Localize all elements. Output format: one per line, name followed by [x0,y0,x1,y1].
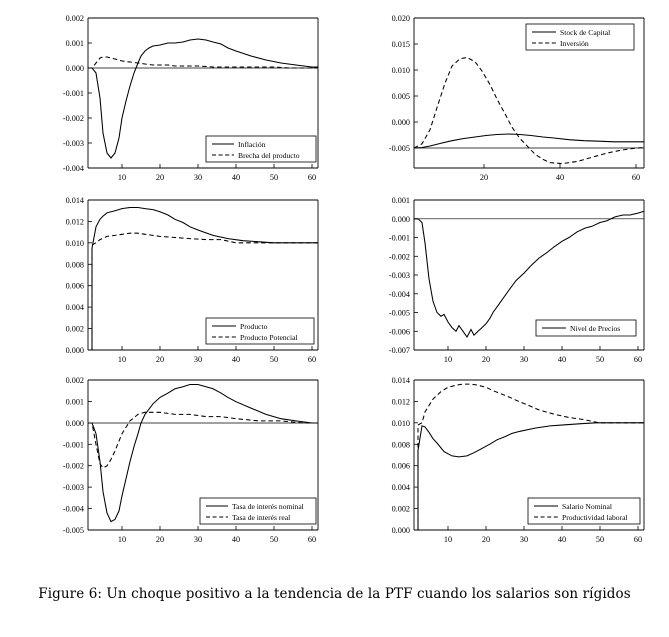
panel4-ytick-8: -0.007 [388,346,410,355]
panel4-xtick-1: 20 [481,355,491,364]
panel6-ytick-2: 0.010 [391,418,410,428]
panel1-ytick-1: 0.001 [65,39,84,48]
panel4-legend [536,320,636,336]
panel6-xtick-4: 50 [595,535,605,544]
panel6-ytick-5: 0.004 [391,483,410,493]
panel1-ytick-0: 0.002 [65,14,84,23]
panel2-ytick-3: 0.005 [391,92,410,101]
panel2-legend-label-0: Stock de Capital [560,28,611,37]
panel2-ytick-4: 0.000 [391,118,410,127]
panel2-ytick-1: 0.015 [391,40,410,49]
panel2-ytick-2: 0.010 [391,66,410,75]
panel3-ytick-3: 0.008 [65,260,84,270]
panel1-legend-label-1: Brecha del producto [238,151,300,160]
panel5-legend-label-1: Tasa de interés real [232,513,291,522]
panel3-legend [206,318,314,344]
panel2-xtick-1: 40 [555,173,565,182]
figure-caption: Figure 6: Un choque positivo a la tendencia de la PTF cuando los salarios son rígidos [38,586,631,602]
panel-tasas-de-interes [28,370,328,550]
panel4-ytick-1: 0.000 [391,214,410,224]
panel5-ytick-7: -0.005 [62,526,84,535]
panel3-ytick-2: 0.010 [65,238,84,248]
panel-nivel-de-precios [360,190,660,370]
panel4-svg [360,190,660,370]
panel1-legend-label-0: Inflación [238,140,266,149]
panel6-ytick-7: 0.000 [391,526,410,535]
panel5-ytick-1: 0.001 [65,397,84,407]
panel1-xtick-1: 20 [155,173,165,182]
panel3-xtick-0: 10 [117,355,127,364]
panel3-legend-label-0: Producto [240,322,268,331]
panel5-ytick-2: 0.000 [65,419,84,428]
panel6-ytick-3: 0.008 [391,440,410,450]
panel4-ytick-7: -0.006 [388,327,410,337]
panel1-ytick-6: -0.004 [62,164,84,173]
panel-producto-potencial [28,190,328,370]
panel2-ytick-0: 0.020 [391,14,410,23]
panel3-ytick-4: 0.006 [65,281,84,291]
panel1-ytick-3: -0.001 [62,89,84,98]
panel1-ytick-2: 0.000 [65,64,84,73]
panel6-ytick-4: 0.006 [391,461,410,471]
panel5-legend [200,498,316,524]
series-nivel-de-precios [414,211,644,337]
panel2-svg [360,8,660,188]
series-stock-de-capital [414,134,644,148]
panel4-xtick-4: 50 [595,355,605,364]
panel6-xtick-2: 30 [519,535,529,544]
panel1-ytick-5: -0.003 [62,139,84,148]
panel5-xtick-1: 20 [155,535,165,544]
panel1-xtick-0: 10 [117,173,127,182]
panel6-xtick-5: 60 [633,535,643,544]
panel5-svg [28,370,328,550]
panel6-legend [528,498,640,524]
panel3-ytick-0: 0.014 [65,196,84,205]
panel1-legend [206,136,316,162]
panel5-ytick-5: -0.003 [62,483,84,493]
panel5-xtick-4: 50 [269,535,279,544]
panel3-ytick-7: 0.000 [65,346,84,355]
panel3-xtick-1: 20 [155,355,165,364]
panel4-series [414,211,644,337]
panel3-xtick-5: 60 [307,355,317,364]
panel5-legend-label-0: Tasa de interés nominal [232,502,304,511]
panel4-xtick-2: 30 [519,355,529,364]
panel6-legend-label-0: Salario Nominal [562,502,612,511]
panel4-ytick-6: -0.005 [388,308,410,318]
panel6-xtick-0: 10 [443,535,453,544]
panel3-ytick-5: 0.004 [65,303,84,313]
panel1-xtick-4: 50 [269,173,279,182]
panel2-legend-label-1: Inversión [560,39,589,48]
panel5-ytick-6: -0.004 [62,504,84,514]
panel4-xtick-3: 40 [557,355,567,364]
panel2-legend [526,24,634,50]
panel4-legend-label-0: Nivel de Precios [570,324,621,333]
panel3-legend-label-1: Producto Potencial [240,333,298,342]
panel1-xtick-2: 30 [193,173,203,182]
panel1-ytick-4: -0.002 [62,114,84,123]
panel6-xtick-1: 20 [481,535,491,544]
panel6-ytick-1: 0.012 [391,397,410,407]
panel3-ytick-1: 0.012 [65,217,84,227]
panel5-ytick-4: -0.002 [62,461,84,471]
panel2-xtick-0: 20 [479,173,489,182]
panel3-svg [28,190,328,370]
panel5-xtick-0: 10 [117,535,127,544]
panel4-ytick-3: -0.002 [388,252,410,262]
panel-salario-productividad [360,370,660,550]
panel6-ytick-0: 0.014 [391,376,410,385]
panel1-xtick-5: 60 [307,173,317,182]
panel5-xtick-3: 40 [231,535,241,544]
panel4-ytick-5: -0.004 [388,289,410,299]
panel2-xtick-2: 60 [631,173,641,182]
panel4-ytick-2: -0.001 [388,233,410,243]
panel6-svg [360,370,660,550]
panel-stock-capital-inversion [360,8,660,188]
panel1-xtick-3: 40 [231,173,241,182]
panel3-xtick-3: 40 [231,355,241,364]
panel5-ytick-0: 0.002 [65,376,84,385]
panel3-xtick-2: 30 [193,355,203,364]
panel5-xtick-5: 60 [307,535,317,544]
panel6-legend-label-1: Productividad laboral [562,513,628,522]
panel4-ytick-4: -0.003 [388,271,410,280]
series-tasa-interes-real [88,412,318,468]
panel3-xtick-4: 50 [269,355,279,364]
panel-inflacion-brecha [28,8,328,188]
series-brecha-del-producto [88,57,318,68]
panel5-xtick-2: 30 [193,535,203,544]
panel4-ytick-0: 0.001 [391,196,410,205]
panel6-xtick-3: 40 [557,535,567,544]
panel2-ytick-5: -0.005 [388,144,410,153]
panel4-xtick-0: 10 [443,355,453,364]
panel6-ytick-6: 0.002 [391,504,410,514]
panel1-svg [28,8,328,188]
panel4-xtick-5: 60 [633,355,643,364]
panel3-ytick-6: 0.002 [65,324,84,334]
panel5-ytick-3: -0.001 [62,440,84,450]
